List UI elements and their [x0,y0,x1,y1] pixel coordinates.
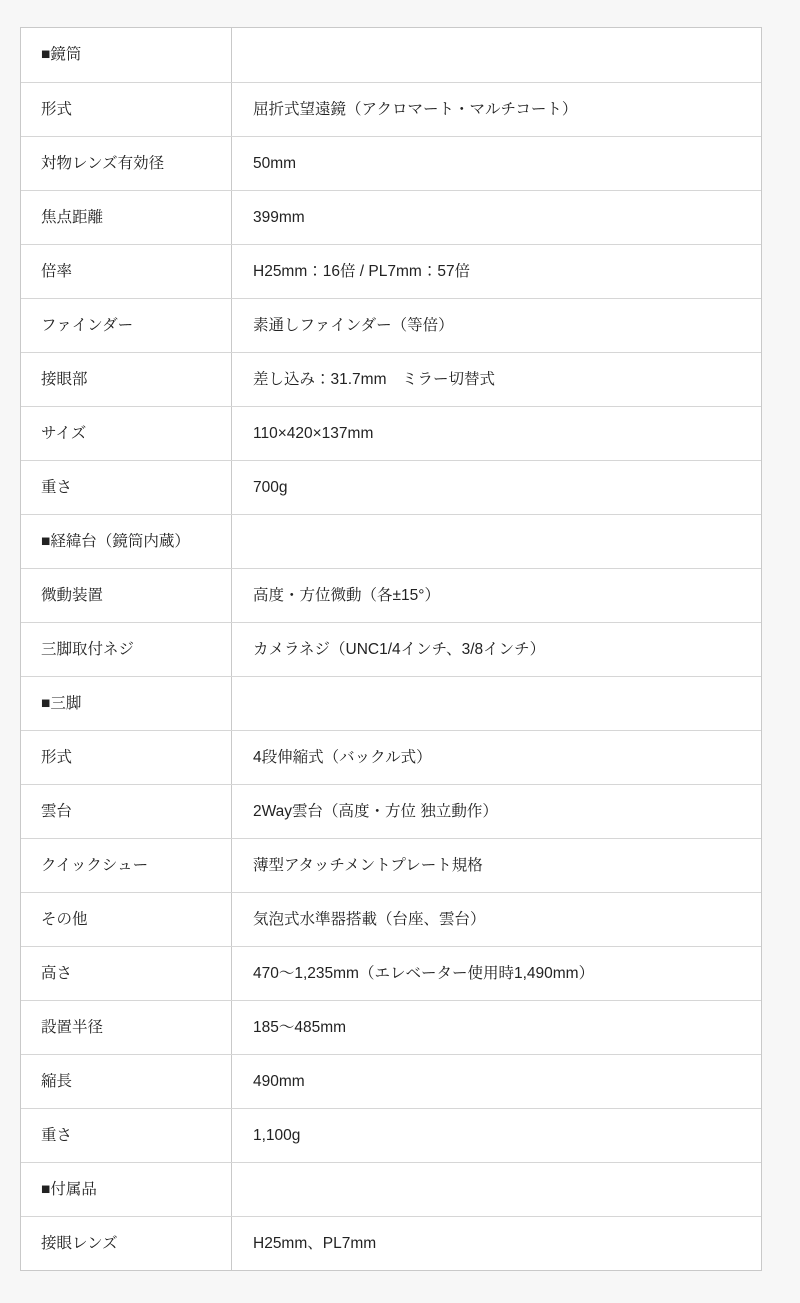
spec-value-cell: 399mm [253,208,305,226]
table-row [21,946,761,1000]
table-row [21,1162,761,1216]
table-row [21,28,761,82]
table-row [21,136,761,190]
spec-value-cell: 50mm [253,154,297,172]
spec-label-cell: ■付属品 [21,1163,232,1216]
spec-value-cell [232,28,761,82]
spec-value-cell: 屈折式望遠鏡（アクロマート・マルチコート） [253,100,578,118]
spec-value-cell: 薄型アタッチメントプレート規格 [253,856,483,874]
spec-label-cell: 設置半径 [21,1001,232,1054]
table-row [21,1000,761,1054]
spec-label-cell: 焦点距離 [21,191,232,244]
spec-value-cell: 差し込み：31.7mm ミラー切替式 [253,370,495,388]
table-row [21,892,761,946]
spec-value-cell: 1,100g [253,1126,301,1144]
spec-label-cell: サイズ [21,407,232,460]
spec-value-cell: H25mm：16倍 / PL7mm：57倍 [253,262,471,280]
spec-label-cell: 微動装置 [21,569,232,622]
table-row [21,838,761,892]
spec-label-cell: 重さ [21,461,232,514]
spec-label-cell: 雲台 [21,785,232,838]
table-row [21,730,761,784]
table-row [21,568,761,622]
table-row [21,82,761,136]
table-row [21,1108,761,1162]
table-row [21,352,761,406]
spec-value-cell: 素通しファインダー（等倍） [253,316,454,334]
spec-value-cell: 気泡式水準器搭載（台座、雲台） [253,910,486,928]
spec-label-cell: 縮長 [21,1055,232,1108]
table-row [21,190,761,244]
table-row [21,622,761,676]
spec-label-cell: その他 [21,893,232,946]
spec-value-cell [232,677,761,730]
table-row [21,1054,761,1108]
spec-value-cell: 470～1,235mm（エレベーター使用時1,490mm） [253,964,595,982]
spec-value-cell: 185～485mm [253,1018,347,1036]
spec-label-cell: 接眼レンズ [21,1217,232,1270]
spec-label-cell: 三脚取付ネジ [21,623,232,676]
spec-label-cell: 対物レンズ有効径 [21,137,232,190]
spec-label-cell: ファインダー [21,299,232,352]
spec-value-cell: 490mm [253,1072,305,1090]
spec-label-cell: 倍率 [21,245,232,298]
spec-value-cell: 700g [253,478,288,496]
spec-label-cell: ■経緯台（鏡筒内蔵） [21,515,232,568]
table-row [21,460,761,514]
spec-value-cell: 2Way雲台（高度・方位 独立動作） [253,802,498,820]
spec-label-cell: 接眼部 [21,353,232,406]
spec-table [20,27,762,1271]
spec-label-cell: 重さ [21,1109,232,1162]
spec-label-cell: 高さ [21,947,232,1000]
spec-value-cell: 110×420×137mm [253,424,374,442]
spec-label-cell: クイックシュー [21,839,232,892]
spec-label-cell: ■鏡筒 [21,28,232,82]
spec-label-cell: 形式 [21,83,232,136]
spec-label-cell: 形式 [21,731,232,784]
spec-value-cell: 高度・方位微動（各±15°） [253,586,440,604]
table-row [21,1216,761,1270]
spec-value-cell: H25mm、PL7mm [253,1234,377,1252]
table-row [21,244,761,298]
table-row [21,784,761,838]
table-row [21,676,761,730]
spec-value-cell: 4段伸縮式（バックル式） [253,748,432,766]
spec-label-cell: ■三脚 [21,677,232,730]
spec-value-cell [232,1163,761,1216]
table-row [21,406,761,460]
spec-value-cell: カメラネジ（UNC1/4インチ、3/8インチ） [253,640,546,658]
table-row [21,514,761,568]
spec-value-cell [232,515,761,568]
table-row [21,298,761,352]
